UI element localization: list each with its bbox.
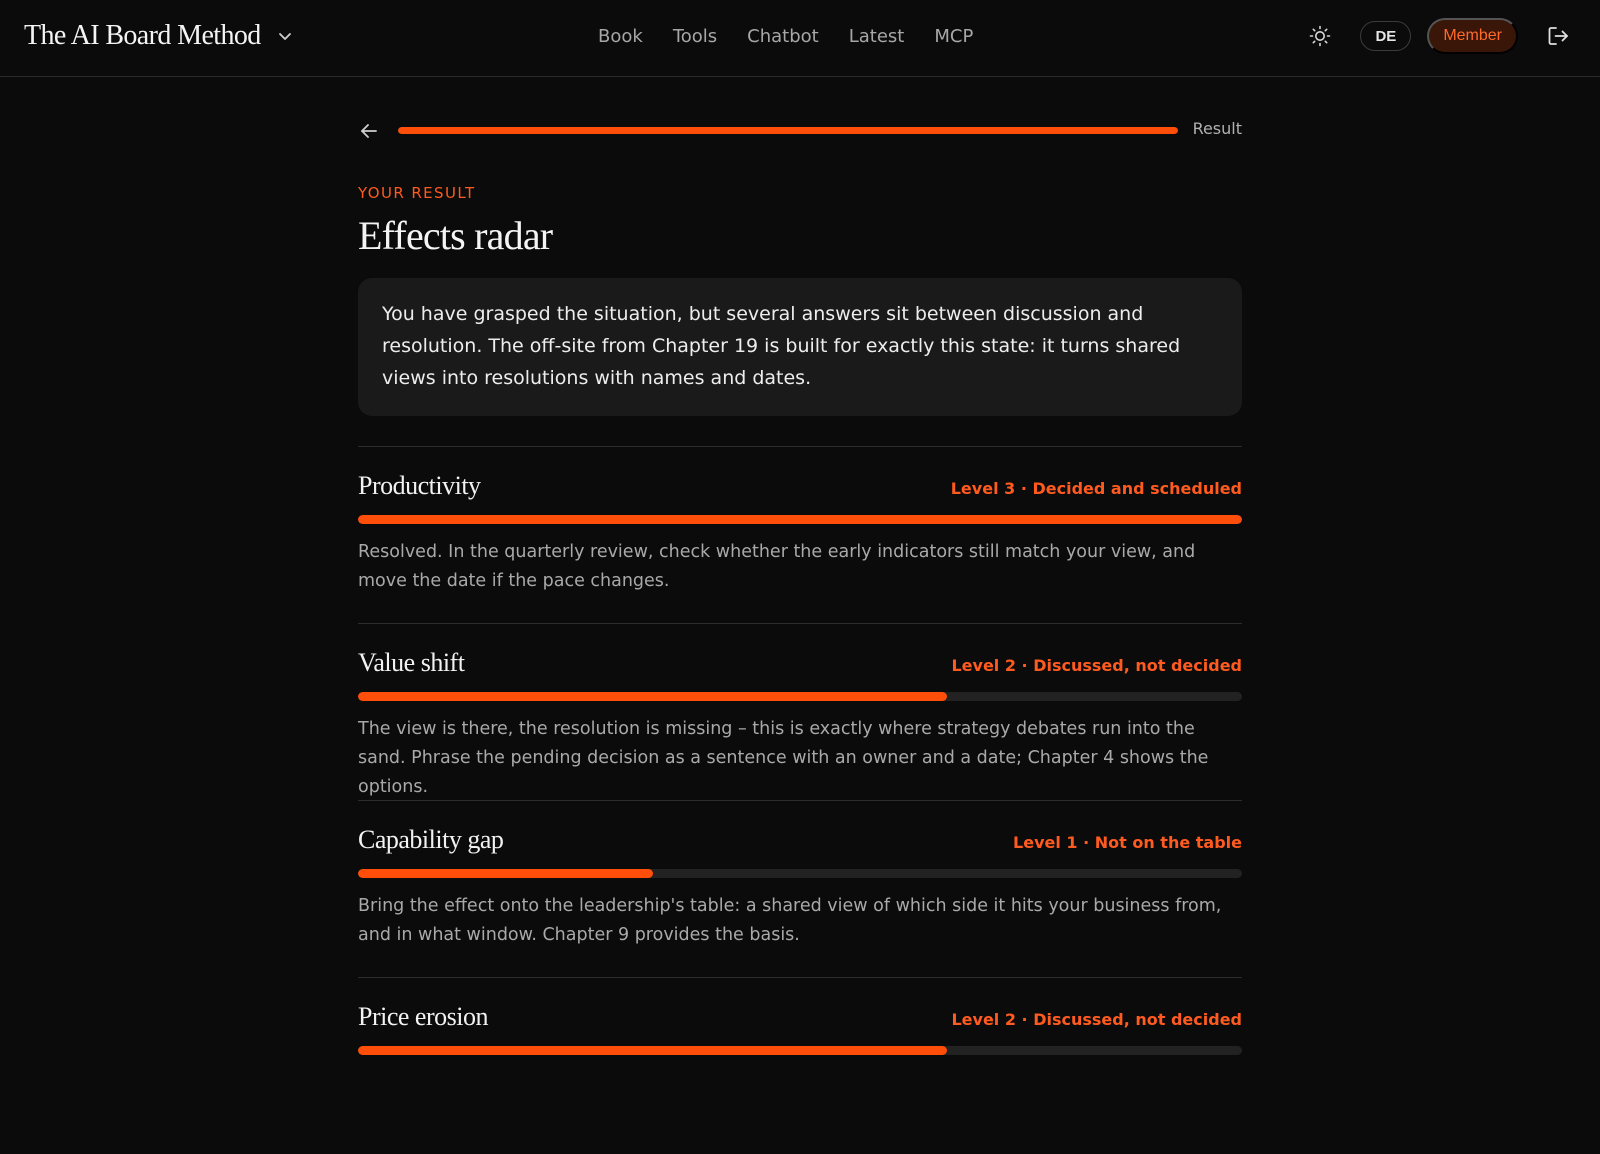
effect-level: Level 2 · Discussed, not decided (951, 656, 1242, 675)
effect-item (358, 623, 1242, 800)
effect-level-bar (358, 515, 1242, 524)
effect-item (358, 800, 1242, 977)
main-nav (598, 26, 973, 47)
nav-tools[interactable]: Tools (672, 26, 718, 47)
result-content (358, 184, 1242, 1154)
effect-level: Level 2 · Discussed, not decided (951, 1010, 1242, 1029)
effect-level-bar (358, 869, 1242, 878)
progress-bar-fill (398, 127, 1178, 134)
nav-mcp[interactable]: MCP (934, 26, 974, 47)
language-toggle-button[interactable]: DE (1360, 21, 1411, 51)
brand-menu[interactable] (24, 20, 293, 52)
sun-icon[interactable] (1308, 24, 1332, 48)
top-navigation-bar (0, 0, 1600, 77)
effect-level-bar-fill (358, 869, 653, 878)
effect-level: Level 3 · Decided and scheduled (950, 479, 1242, 498)
effect-level: Level 1 · Not on the table (1013, 833, 1242, 852)
progress-bar (398, 127, 1178, 134)
arrow-left-icon[interactable] (358, 120, 380, 142)
progress-label: Result (1192, 119, 1242, 138)
effect-name: Productivity (358, 471, 481, 500)
effect-item (358, 446, 1242, 623)
nav-chatbot[interactable]: Chatbot (747, 26, 819, 47)
effects-list (358, 446, 1242, 1154)
nav-latest[interactable]: Latest (848, 26, 905, 47)
effect-level-bar-fill (358, 515, 1242, 524)
effect-advice: The view is there, the resolution is missing – this is exactly where strategy debates run into the sand. Phrase the pending decision as a sentence with an owner and a date; Chapter 4 shows the options. (358, 719, 1209, 797)
logout-icon[interactable] (1546, 24, 1570, 48)
nav-book[interactable]: Book (598, 26, 643, 47)
member-button[interactable]: Member (1427, 18, 1518, 54)
result-eyebrow: YOUR RESULT (358, 184, 476, 202)
brand-name[interactable]: The AI Board Method (24, 20, 261, 51)
effect-level-bar-fill (358, 692, 947, 701)
effect-level-bar (358, 692, 1242, 701)
effect-level-bar-fill (358, 1046, 947, 1055)
header-actions (1308, 18, 1570, 54)
effect-name: Price erosion (358, 1002, 488, 1031)
effect-level-bar (358, 1046, 1242, 1055)
result-summary: You have grasped the situation, but several answers sit between discussion and resolution. The off-site from Chapter 19 is built for exactly this state: it turns shared views into resolutions with names and dates. (358, 278, 1242, 416)
effect-name: Capability gap (358, 825, 504, 854)
quiz-progress (358, 118, 1242, 142)
effect-name: Value shift (358, 648, 465, 677)
chevron-down-icon[interactable] (277, 28, 293, 44)
effect-advice: Resolved. In the quarterly review, check whether the early indicators still match your view, and move the date if the pace changes. (358, 542, 1196, 591)
effect-item (358, 977, 1242, 1154)
effect-advice: Bring the effect onto the leadership's table: a shared view of which side it hits your business from, and in what window. Chapter 9 provides the basis. (358, 896, 1222, 945)
page-title: Effects radar (358, 213, 553, 258)
